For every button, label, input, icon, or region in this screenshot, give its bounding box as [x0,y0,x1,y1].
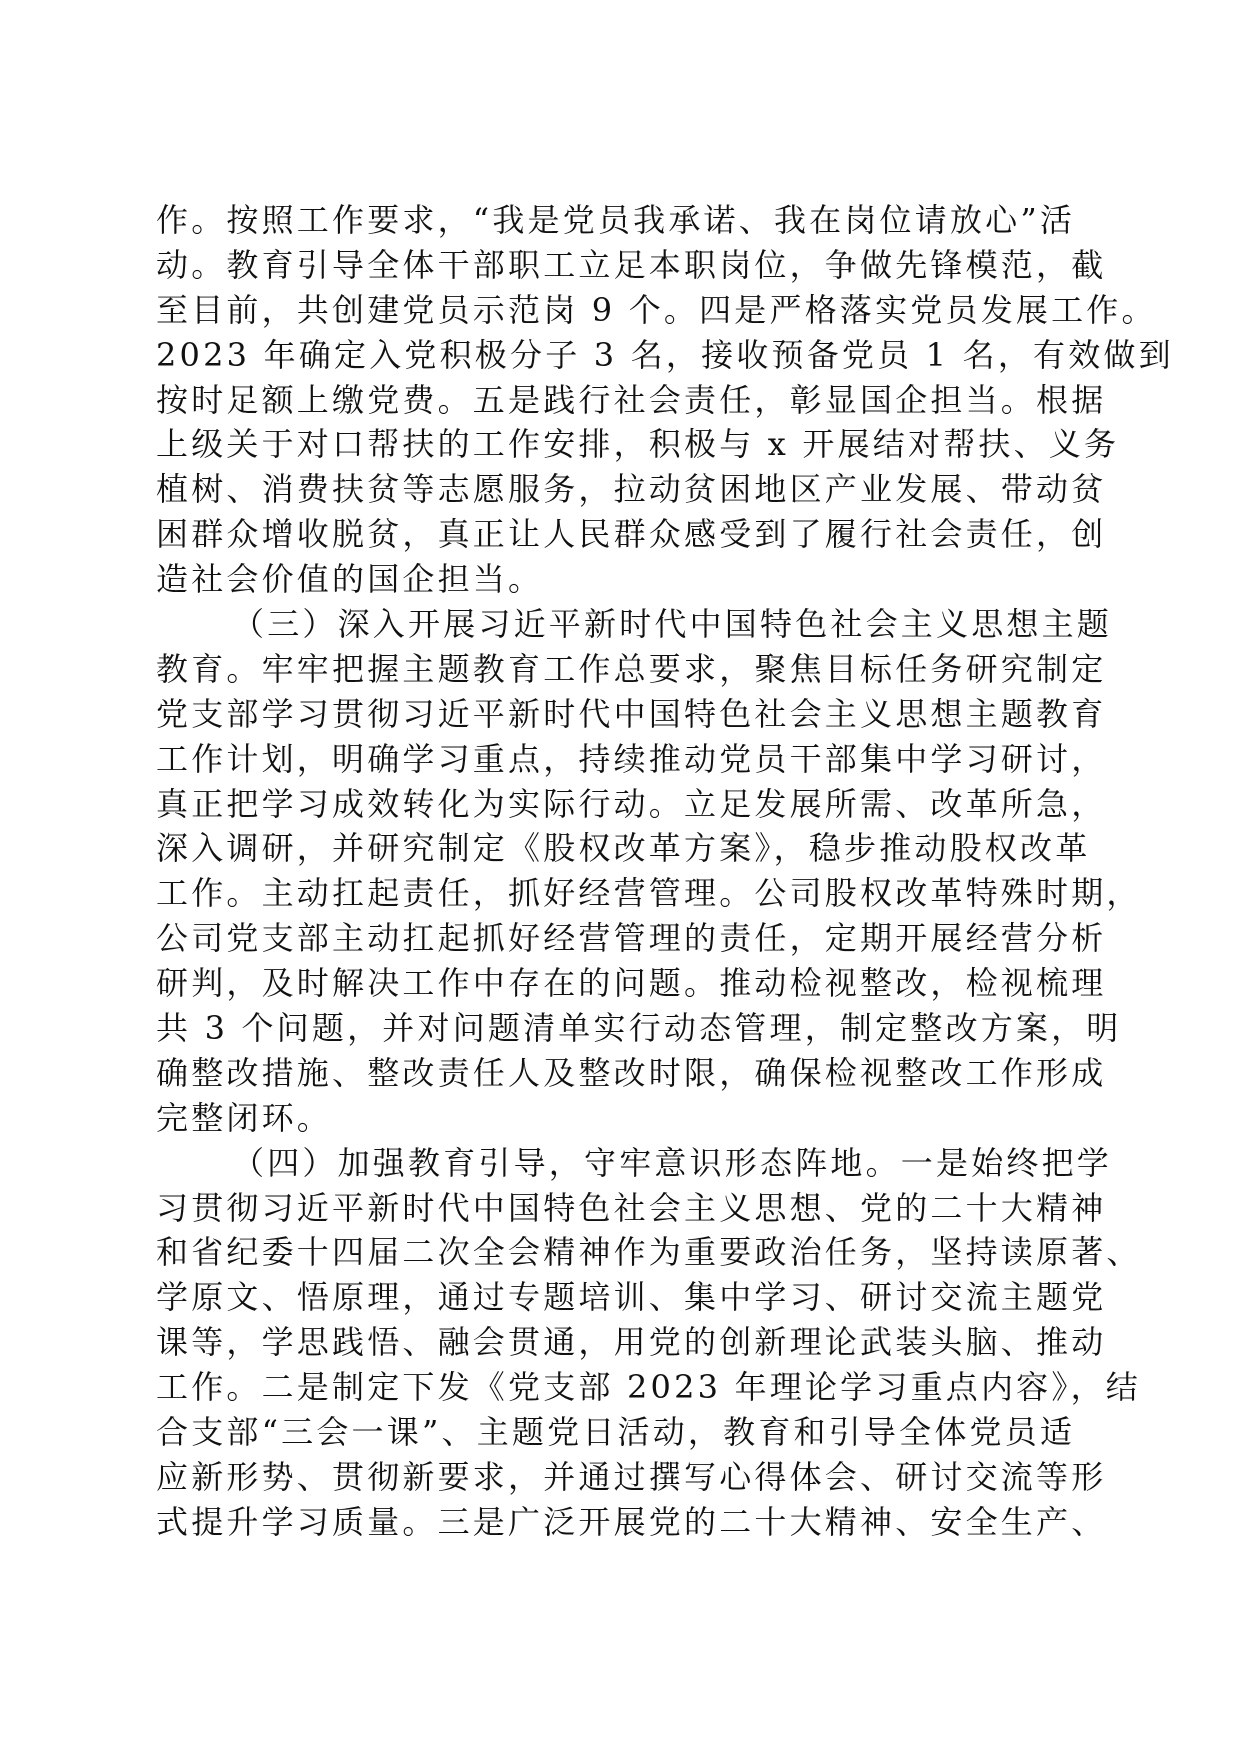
text-line: 完整闭环。 [156,1098,333,1137]
text-line: 至目前，共创建党员示范岗 9 个。四是严格落实党员发展工作。 [156,290,1157,329]
text-line: 公司党支部主动扛起抓好经营管理的责任，定期开展经营分析 [156,919,1107,958]
text-line: 课等，学思践悟、融会贯通，用党的创新理论武装头脑、推动 [156,1323,1107,1362]
section-heading-line: （四）加强教育引导，守牢意识形态阵地。一是始终把学 [232,1143,1113,1182]
text-line: 2023 年确定入党积极分子 3 名，接收预备党员 1 名，有效做到 [156,335,1174,374]
text-line: 党支部学习贯彻习近平新时代中国特色社会主义思想主题教育 [156,694,1107,733]
text-line: 上级关于对口帮扶的工作安排，积极与 x 开展结对帮扶、义务 [156,425,1120,464]
text-line: 式提升学习质量。三是广泛开展党的二十大精神、安全生产、 [156,1502,1107,1541]
text-line: 工作。二是制定下发《党支部 2023 年理论学习重点内容》，结 [156,1368,1141,1407]
text-line: 按时足额上缴党费。五是践行社会责任，彰显国企担当。根据 [156,380,1107,419]
text-line: 和省纪委十四届二次全会精神作为重要政治任务，坚持读原著、 [156,1233,1142,1272]
text-line: 困群众增收脱贫，真正让人民群众感受到了履行社会责任，创 [156,515,1107,554]
text-line: 造社会价值的国企担当。 [156,560,544,599]
text-line: 深入调研，并研究制定《股权改革方案》，稳步推动股权改革 [156,829,1091,868]
text-line: 作。按照工作要求，“我是党员我承诺、我在岗位请放心”活 [156,201,1076,239]
text-line: 工作计划，明确学习重点，持续推动党员干部集中学习研讨， [156,739,1107,778]
text-line: 研判，及时解决工作中存在的问题。推动检视整改，检视梳理 [156,964,1107,1003]
text-line: 确整改措施、整改责任人及整改时限，确保检视整改工作形成 [156,1053,1107,1092]
text-line: 真正把学习成效转化为实际行动。立足发展所需、改革所急， [156,784,1107,823]
text-line: 学原文、悟原理，通过专题培训、集中学习、研讨交流主题党 [156,1278,1107,1317]
body-text [156,198,1174,1545]
text-line: 合支部“三会一课”、主题党日活动，教育和引导全体党员适 [156,1413,1076,1452]
text-line: 习贯彻习近平新时代中国特色社会主义思想、党的二十大精神 [156,1188,1107,1227]
text-line: 共 3 个问题，并对问题清单实行动态管理，制定整改方案，明 [156,1009,1122,1048]
section-heading-line: （三）深入开展习近平新时代中国特色社会主义思想主题 [232,605,1113,644]
text-line: 工作。主动扛起责任，抓好经营管理。公司股权改革特殊时期， [156,874,1142,913]
text-line: 应新形势、贯彻新要求，并通过撰写心得体会、研讨交流等形 [156,1457,1107,1496]
text-line: 教育。牢牢把握主题教育工作总要求，聚焦目标任务研究制定 [156,649,1107,688]
text-line: 植树、消费扶贫等志愿服务，拉动贫困地区产业发展、带动贫 [156,470,1107,509]
text-line: 动。教育引导全体干部职工立足本职岗位，争做先锋模范，截 [156,245,1107,284]
